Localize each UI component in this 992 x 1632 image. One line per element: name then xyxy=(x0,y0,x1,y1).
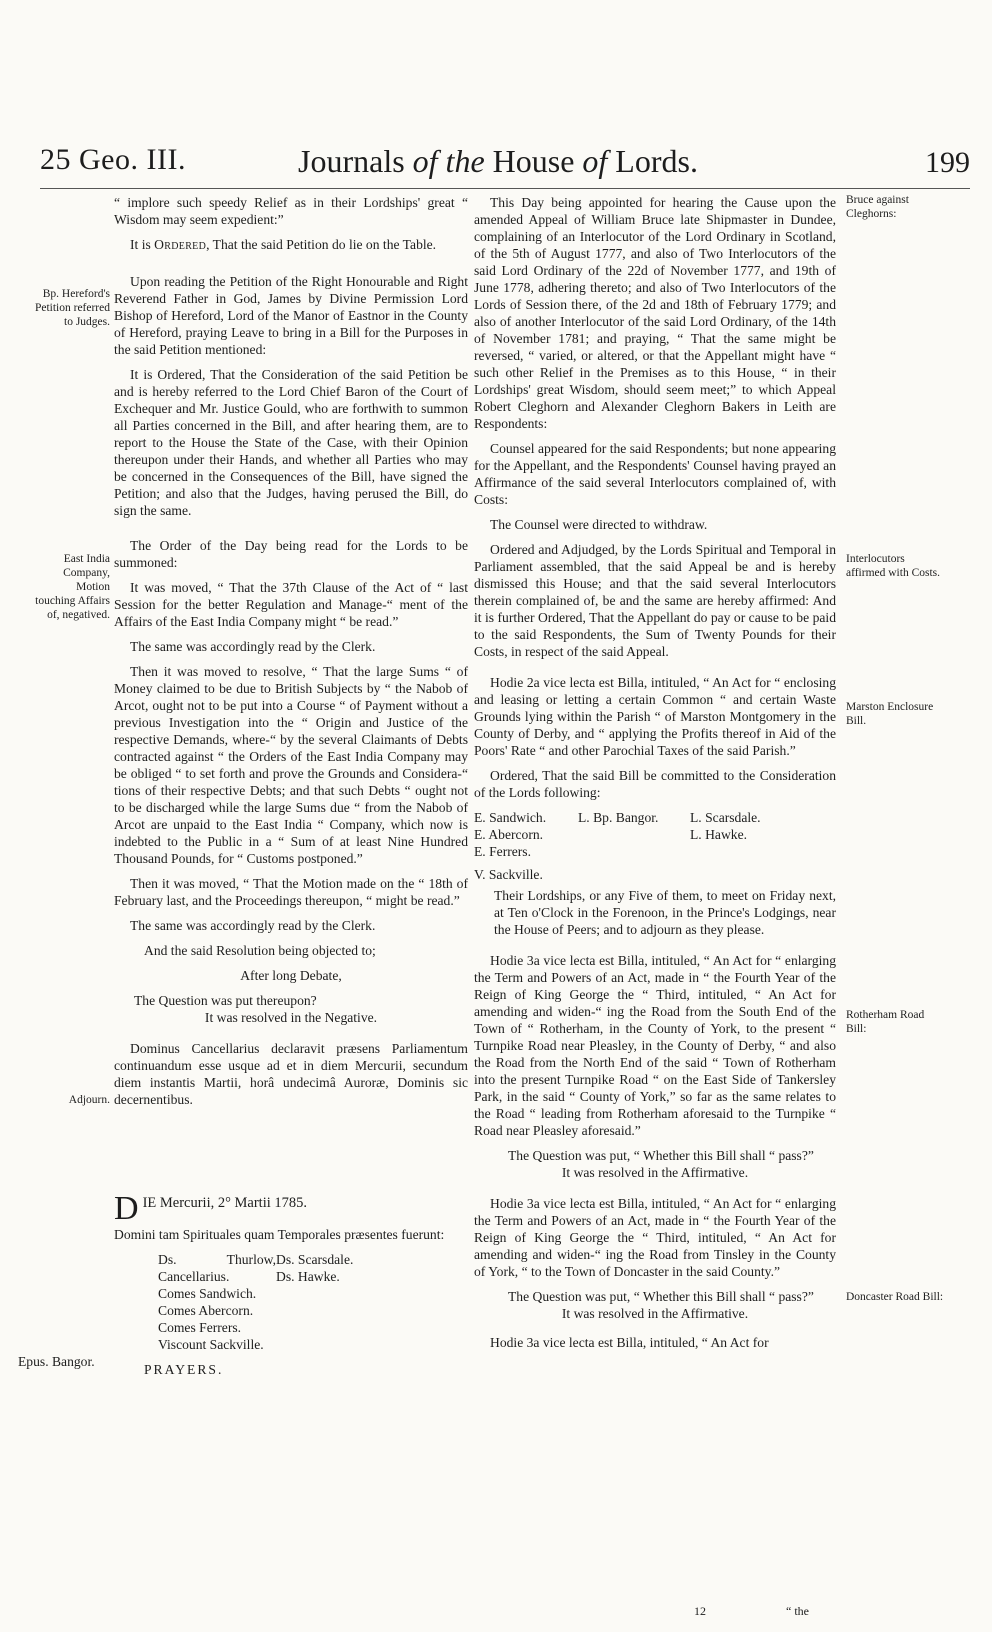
counsel-withdraw: The Counsel were directed to withdraw. xyxy=(490,517,708,532)
next-bill: Hodie 3a vice lecta est Billa, intituled, “ An Act for xyxy=(490,1335,769,1350)
rotherham-resolved: It was resolved in the Affirmative. xyxy=(561,1165,749,1180)
lord-name: L. Hawke. xyxy=(690,827,747,842)
margin-note-bruce: Bruce against Cleghorns: xyxy=(846,194,909,220)
petition-close: “ implore such speedy Relief as in their Lordships' great “ Wisdom may seem expedient:” xyxy=(114,195,468,227)
bruce-appeal: This Day being appointed for hearing the Cause upon the amended Appeal of William Bruce late Shipmaster in Dundee, complaining of an Interlocutor of the Lord Ordinary in Scotland, of the 5th of August 1777, and also of Two Interlocutors of the said Lord Ordinary of the 22d of November 1777, and 19th of June 1778, adhering thereto; and also of Two Interlocutors of the Lords of Session there, of the 2d and 18th of February 1779; and also of another Interlocutor of the said Lord Ordinary, of the 14th of November 1781; and praying, “ That the same might be reversed, “ varied, or altered, or that the Appellant might have “ such other Relief in the Premises as to this House, “ in their Lordships' great Wisdom, should seem meet;” to which Appeal Robert Cleghorn and Alexander Cleghorn Bakers in Leith are Respondents: xyxy=(474,195,836,431)
rotherham-question: The Question was put, “ Whether this Bill shall “ pass?” xyxy=(508,1148,814,1163)
attendance-left xyxy=(158,1251,276,1353)
question-put: The Question was put thereupon? xyxy=(134,993,317,1008)
title-journals: Journals xyxy=(298,143,413,179)
order-lie-on-table: It is Ordered, That the said Petition do lie on the Table. xyxy=(130,237,437,252)
attendee: Viscount Sackville. xyxy=(158,1337,264,1352)
margin-note-doncaster: Doncaster Road Bill: xyxy=(846,1291,944,1303)
lords-col-1 xyxy=(474,809,578,883)
doncaster-resolved: It was resolved in the Affirmative. xyxy=(561,1306,749,1321)
lords-col-3 xyxy=(690,809,800,883)
margin-note-adjourn: Adjourn. xyxy=(68,1094,110,1106)
day-date: IE Mercurii, 2° Martii 1785. xyxy=(142,1195,308,1211)
lord-name: L. Bp. Bangor. xyxy=(578,810,659,825)
marston-bill: Hodie 2a vice lecta est Billa, intituled, “ An Act for “ enclosing and leasing or letting a certain Common “ and certain Waste Grounds lying within the Parish “ of Marston Montgomery in the County of Derby, and “ applying the Profits thereof in Aid of the Poors' Rate “ and other Parochial Taxes of the said Parish.” xyxy=(474,675,836,758)
margin-note-bishop: Bp. Hereford's Petition referred to Judges. xyxy=(34,288,110,328)
committee-meeting: Their Lordships, or any Five of them, to meet on Friday next, at Ten o'Clock in the Forenoon, in the Prince's Lodgings, near the House of Peers; and to adjourn as they please. xyxy=(494,888,836,937)
order-of-day: The Order of the Day being read for the Lords to be summoned: xyxy=(114,538,468,570)
attendee: Ds. Thurlow, Cancellarius. xyxy=(158,1252,276,1284)
drop-cap: D xyxy=(114,1190,139,1227)
motion-nabob: Then it was moved to resolve, “ That the large Sums “ of Money claimed to be due to British Subjects by “ the Nabob of Arcot, ought not to be put into a Course “ of Payment without a previous Investigation into the “ Origin and Justice of the respective Demands, where-“ by the several Claimants of Debts contracted against “ the Orders of the East India Company may be obliged “ to set forth and prove the Grounds and Considera-“ tions of their respective Debts; and that such Debts “ ought not to be discharged while the large Sums due “ from the Nabob of Arcot are unpaid to the East India “ Company, which now is indebted to the Public in a “ Sum of at least Nine Hundred Thousand Pounds, for “ Customs postponed.” xyxy=(114,664,468,866)
regnal-year: 25 Geo. III. xyxy=(40,143,186,176)
margin-note-rotherham: Rotherham Road Bill: xyxy=(846,1009,925,1035)
motion-february: Then it was moved, “ That the Motion made on the “ 18th of February last, and the Proceedings thereupon, “ might be read.” xyxy=(114,876,468,908)
catchword: “ the xyxy=(786,1604,809,1618)
lord-name: E. Sandwich. xyxy=(474,810,547,825)
right-column xyxy=(474,194,836,1351)
counsel-appeared: Counsel appeared for the said Respondents; but none appearing for the Appellant, and the Respondents' Counsel having prayed an Affirmance of the said several Interlocutors complained of, with Costs: xyxy=(474,441,836,507)
attendance-right xyxy=(276,1251,402,1353)
marston-committed: Ordered, That the said Bill be committed to the Consideration of the Lords following: xyxy=(474,768,836,800)
lord-name: E. Abercorn. xyxy=(474,827,544,842)
doncaster-bill: Hodie 3a vice lecta est Billa, intituled, “ An Act for “ enlarging the Term and Powers of an Act, made in “ the Fourth Year of the Reign of King George the “ Third, intituled, “ An Act for amending and widen-“ ing the Road from Tinsley in the County of York, “ to the Town of Doncaster in the said County.” xyxy=(474,1196,836,1279)
rotherham-bill: Hodie 3a vice lecta est Billa, intituled, “ An Act for “ enlarging the Term and Powers of an Act, made in “ the Fourth Year of the Reign of King George the “ Third, intituled, “ An Act for amending and widen-“ ing the Road from the South End of the Town of “ Rotherham, in the County of York, to the present “ Turnpike Road near Pleasley, in the County of Derby, “ and also the Road from the North End of the said “ Town of Rotherham into the present Turnpike Road “ on the East Side of Tankersley Park, in the said “ County of York,” so far as the same relates to the Road “ leading from Rotherham aforesaid to the Turnpike “ Road near Pleasley aforesaid.” xyxy=(474,953,836,1138)
attendee: Comes Ferrers. xyxy=(158,1320,242,1335)
attendee: Comes Abercorn. xyxy=(158,1303,254,1318)
committee-lords xyxy=(474,809,836,883)
running-title xyxy=(298,143,698,180)
lord-name: V. Sackville. xyxy=(474,867,543,882)
attendance-list xyxy=(158,1251,468,1353)
page-number: 199 xyxy=(925,146,970,179)
left-column xyxy=(114,194,468,1386)
adjournment-latin: Dominus Cancellarius declaravit præsens Parliamentum continuandum esse usque ad et in diem Mercurii, secundum diem instantis Martii, horâ undecimâ Auroræ, Dominis sic decernentibus. xyxy=(114,1041,468,1107)
read-by-clerk-1: The same was accordingly read by the Clerk. xyxy=(130,639,376,654)
attendee: Comes Sandwich. xyxy=(158,1286,257,1301)
day-heading xyxy=(114,1190,468,1227)
bishop-order: It is Ordered, That the Consideration of the said Petition be and is hereby referred to the Lord Chief Baron of the Court of Exchequer and Mr. Justice Gould, who are forthwith to summon all Parties concerned in the Bill, and after hearing them, are to report to the House the State of the Case, with their Opinion thereupon under their Hands, and whether all Parties who may be concerned in the Consequences of the Bill, have signed the Petition; and also that the Judges, having perused the Bill, do sign the same. xyxy=(114,367,468,518)
epus-bangor: Epus. Bangor. xyxy=(18,1354,95,1369)
title-lords: Lords. xyxy=(607,143,698,179)
prayers: PRAYERS. xyxy=(144,1362,224,1377)
signature-mark: 12 xyxy=(694,1604,706,1618)
doncaster-question: The Question was put, “ Whether this Bill shall “ pass?” xyxy=(508,1289,814,1304)
margin-note-interlocutors: Interlocutors affirmed with Costs. xyxy=(846,553,941,579)
after-debate: After long Debate, xyxy=(240,968,342,983)
read-by-clerk-2: The same was accordingly read by the Clerk. xyxy=(130,918,376,933)
ordered-adjudged: Ordered and Adjudged, by the Lords Spiritual and Temporal in Parliament assembled, that the said Appeal be and is hereby dismissed this House; and that the said several Interlocutors therein complained of, be and the same are hereby affirmed: And it is further Ordered, That the Appellant do pay or cause to be paid to the said Respondents, the Sum of Twenty Pounds for their Costs, in respect of the said Appeal. xyxy=(474,542,836,659)
resolution-objected: And the said Resolution being objected to; xyxy=(144,943,376,958)
margin-note-east-india: East India Company, Motion touching Affairs of, negatived. xyxy=(35,553,110,621)
title-house: House xyxy=(484,143,583,179)
lords-present: Domini tam Spirituales quam Temporales præsentes fuerunt: xyxy=(114,1227,445,1242)
motion-clause: It was moved, “ That the 37th Clause of the Act of “ last Session for the better Regulation and Manage-“ ment of the Affairs of the East India Company might “ be read.” xyxy=(114,580,468,629)
attendee: Ds. Scarsdale. xyxy=(276,1252,354,1267)
resolved-negative: It was resolved in the Negative. xyxy=(204,1010,378,1025)
lord-name: L. Scarsdale. xyxy=(690,810,761,825)
bishop-petition: Upon reading the Petition of the Right Honourable and Right Reverend Father in God, James by Divine Permission Lord Bishop of Hereford, Lord of the Manor of Eastnor in the County of Hereford, praying Leave to bring in a Bill for the Purposes in the said Petition mentioned: xyxy=(114,274,468,357)
header-rule xyxy=(40,188,970,189)
attendee: Ds. Hawke. xyxy=(276,1269,340,1284)
title-of-the: of the xyxy=(412,143,485,179)
title-of: of xyxy=(582,143,608,179)
lords-col-2 xyxy=(578,809,690,883)
lord-name: E. Ferrers. xyxy=(474,844,531,859)
margin-note-marston: Marston Enclosure Bill. xyxy=(846,701,934,727)
